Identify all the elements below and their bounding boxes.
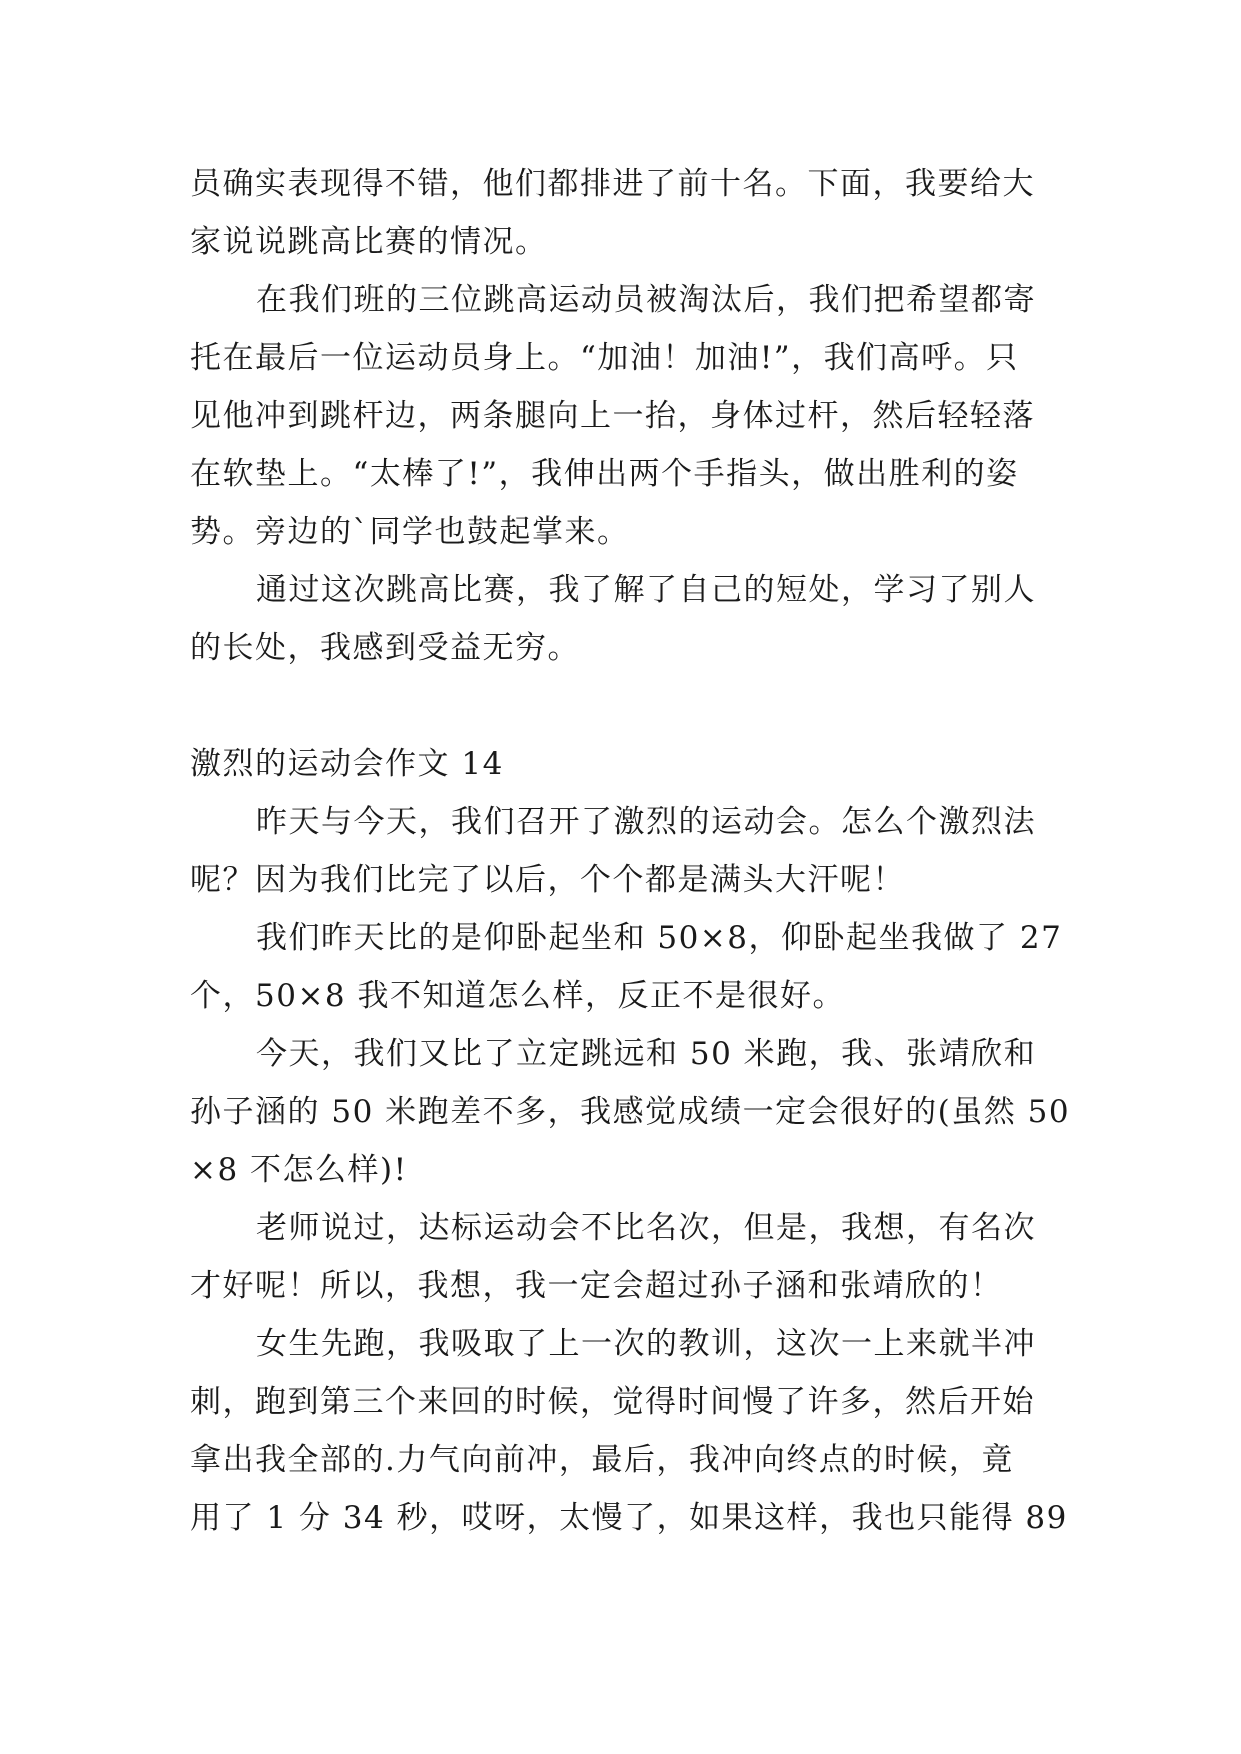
text-line: 在软垫上。“太棒了!”，我伸出两个手指头，做出胜利的姿 [190,456,1019,492]
document-page [190,155,1071,1547]
text-line: 孙子涵的 50 米跑差不多，我感觉成绩一定会很好的(虽然 50 [190,1094,1071,1130]
section-gap [190,677,1050,735]
text-line: 托在最后一位运动员身上。“加油！加油!”，我们高呼。只 [190,340,1019,376]
text-line: 个，50×8 我不知道怎么样，反正不是很好。 [190,978,845,1014]
paragraph-start-line: 女生先跑，我吸取了上一次的教训，这次一上来就半冲 [256,1326,1036,1362]
essay-title: 激烈的运动会作文 14 [190,746,504,782]
paragraph-start-line: 昨天与今天，我们召开了激烈的运动会。怎么个激烈法 [256,804,1036,840]
text-line: 才好呢！所以，我想，我一定会超过孙子涵和张靖欣的！ [190,1268,1003,1304]
text-line: 拿出我全部的.力气向前冲，最后，我冲向终点的时候，竟 [190,1442,1014,1478]
text-line: 员确实表现得不错，他们都排进了前十名。下面，我要给大 [190,166,1035,202]
paragraph-start-line: 在我们班的三位跳高运动员被淘汰后，我们把希望都寄 [256,282,1036,318]
paragraph-start-line: 今天，我们又比了立定跳远和 50 米跑，我、张靖欣和 [256,1036,1037,1072]
paragraph-start-line: 老师说过，达标运动会不比名次，但是，我想，有名次 [256,1210,1036,1246]
text-line: 的长处，我感到受益无穷。 [190,630,580,666]
text-line: 势。旁边的`同学也鼓起掌来。 [190,514,630,550]
text-line: 刺，跑到第三个来回的时候，觉得时间慢了许多，然后开始 [190,1384,1035,1420]
text-line: 用了 1 分 34 秒，哎呀，太慢了，如果这样，我也只能得 89 [190,1500,1068,1536]
text-line: 见他冲到跳杆边，两条腿向上一抬，身体过杆，然后轻轻落 [190,398,1035,434]
text-line: 家说说跳高比赛的情况。 [190,224,548,260]
text-line: ×8 不怎么样)! [190,1152,408,1188]
paragraph-start-line: 通过这次跳高比赛，我了解了自己的短处，学习了别人 [256,572,1036,608]
text-line: 呢？因为我们比完了以后，个个都是满头大汗呢！ [190,862,905,898]
paragraph-start-line: 我们昨天比的是仰卧起坐和 50×8，仰卧起坐我做了 27 [256,920,1063,956]
